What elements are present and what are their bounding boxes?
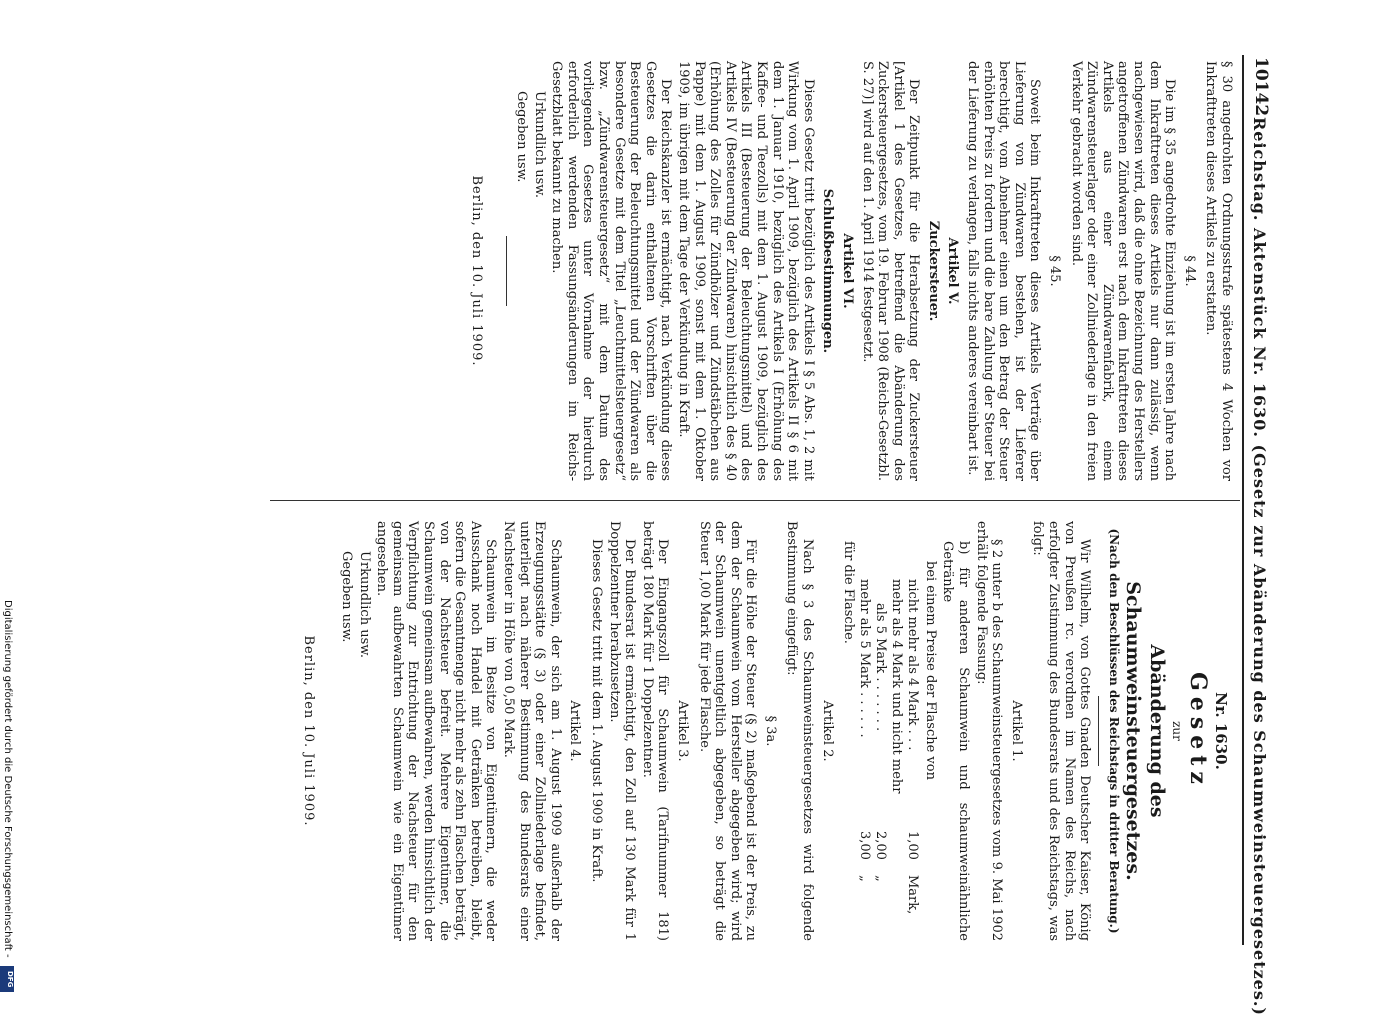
running-title: Reichstag. Aktenstück Nr. 1630. (Gesetz zur Abänderung des Schaumweinsteuergesetzes.) [1250,117,1269,1016]
tax-row [872,521,888,941]
date-line: Berlin, den 10. Juli 1909. [469,175,485,367]
paragraph: Schaumwein im Besitze von Eigentümern, die weder Ausschank noch Handel mit Getränken betreiben, bleibt, sofern die Gesamtmenge nicht mehr als zehn Flaschen beträgt, von der Nachsteuer befreit. Mehrere Eigentümer, die Schaumwein gemeinsam aufbewahren, werden hinsichtlich der Verpflichtung zur Entrichtung der Nachsteuer für den gemeinsam aufbewahrten Schaumwein wie ein Eigentümer angesehen. [374,521,499,941]
tax-value: 3,00 [857,831,873,860]
paragraph: Der Zeitpunkt für die Herabsetzung der Zuckersteuer [Artikel 1 des Gesetzes, betreffend die Abänderung des Zuckersteuergesetzes, vom 19. Februar 1908 (Reichs-Gesetzbl. S. 27)] wird auf den 1. April 1914 festgesetzt. [859,61,922,481]
paragraph: Soweit beim Inkrafttreten dieses Artikels Verträge über Lieferung von Zündwaren bestehen, ist der Lieferer berechtigt, vom Abnehmer einen um den Betrag der Steuer erhöhten Preis zu fordern und die bare Zahlung der Steuer bei der Lieferung zu verlangen, falls nichts anderes vereinbart ist. [965,61,1043,481]
dfg-logo: DFG [0,966,14,992]
paragraph: Nach § 3 des Schaumweinsteuergesetzes wird folgende Bestimmung eingefügt: [784,521,816,941]
law-title: Abänderung des Schaumweinsteuergesetzes. [1121,581,1168,881]
credit-text: Digitalisierung gefördert durch die Deutsche Forschungsgemeinschaft - [2,600,13,958]
paragraph: § 2 unter b des Schaumweinsteuergesetzes vom 9. Mai 1902 erhält folgende Fassung: [973,521,1005,941]
signature-line: Urkundlich usw. [531,91,547,198]
paragraph: Der Bundesrat ist ermächtigt, den Zoll auf 130 Mark für 1 Doppelzentner herabzusetzen. [606,521,638,941]
short-rule [1098,696,1099,766]
paragraph: Für die Höhe der Steuer (§ 2) maßgebend ist der Preis, zu dem der Schaumwein vom Hersteller abgegeben wird; wird der Schaumwein unentgeltlich abgegeben, so beträgt die Steuer 1,00 Mark für jede Flasche. [696,521,759,941]
signature-line: Urkundlich usw. [356,551,372,658]
paragraph: § 30 angedrohten Ordnungsstrafe spätestens 4 Wochen vor Inkrafttreten dieses Artikels zu erstatten. [1203,61,1234,481]
paragraph: Dieses Gesetz tritt bezüglich des Artikels I § 5 Abs. 1, 2 mit Wirkung vom 1. April 1909, bezüglich des Artikels II § 6 mit dem 1. Januar 1910, bezüglich des Artikels I (Erhöhung des Kaffee- und Teezolls) mit dem 1. August 1909, bezüglich des Artikels III (Besteuerung der Beleuchtungsmittel) und des Artikels IV (Besteuerung der Zündwaren) hinsichtlich des § 40 (Erhöhung des Zolles für Zündhölzer und Zündstäbchen aus Pappe) mit dem 1. August 1909, sonst mit dem 1. Oktober 1909, im übrigen mit dem Tage der Verkündung in Kraft. [676,61,816,481]
paragraph: b) für anderen Schaumwein und schaumweinähnliche Getränke [940,541,972,941]
paragraph: bei einem Preise der Flasche von [922,561,938,780]
tax-value: 1,00 [905,831,921,860]
tax-value: 2,00 [873,831,889,860]
right-column [301,521,1234,941]
short-rule [506,236,507,306]
reading-note: (Nach den Beschlüssen des Reichstags in dritter Beratung.) [1106,528,1121,934]
date-line: Berlin, den 10. Juli 1909. [301,635,317,827]
article-heading: Artikel 4. [567,700,583,762]
tax-unit: Mark, [905,875,921,915]
article-heading: Artikel 2. [819,700,835,762]
tax-unit: „ [857,875,873,882]
article-heading: Artikel V. [945,237,961,305]
tax-table [856,521,920,941]
tax-row [904,521,920,941]
running-head [1242,55,1271,1016]
tax-row [856,521,872,941]
paragraph: Die im § 35 angedrohte Einziehung ist im ersten Jahre nach dem Inkrafttreten dieses Artikels nur dann zulässig, wenn nachgewiesen wird, daß die ohne Bezeichnung des Herstellers angetroffenen Zündwaren erst nach dem Inkrafttreten dieses Artikels aus einer Zündwarenfabrik, einem Zündwarensteuerlager oder einer Zollniederlage in den freien Verkehr gebracht worden sind. [1068,61,1178,481]
digitization-credit [0,600,14,1000]
law-number: Nr. 1630. [1212,692,1230,770]
preamble: Wir Wilhelm, von Gottes Gnaden Deutscher Kaiser, König von Preußen rc. verordnen im Namen des Reichs, nach erfolgter Zustimmung des Bundesrats und des Reichstags, was folgt: [1030,521,1093,941]
law-heading: Gesetz [1185,672,1212,790]
rotated-document-page [260,55,1271,1016]
paragraph: Schaumwein, der sich am 1. August 1909 außerhalb der Erzeugungsstätte (§ 3) oder einer Zollniederlage befindet, unterliegt nach näherer Bestimmung des Bundesrats einer Nachsteuer in Höhe von 0,50 Mark. [501,521,563,941]
tax-label: mehr als 5 Mark . . . . . . [857,579,873,738]
column-divider [270,500,1240,501]
signature-line: Gegeben usw. [514,91,530,183]
section-heading: § 3a. [762,715,778,747]
paragraph: Der Eingangszoll für Schaumwein (Tarifnummer 181) beträgt 180 Mark für 1 Doppelzentner. [639,521,671,941]
article-heading: Artikel 1. [1008,700,1024,762]
law-zur: zur [1170,721,1185,741]
section-heading: § 45. [1047,255,1063,287]
paragraph: Dieses Gesetz tritt mit dem 1. August 1909 in Kraft. [588,539,604,883]
left-column [469,61,1234,481]
tax-unit: „ [873,875,889,882]
page-number: 10142 [1251,57,1271,117]
paragraph: für die Flasche. [841,541,857,644]
signature-line: Gegeben usw. [339,551,355,643]
article-heading: Artikel VI. [839,233,855,309]
article-subheading: Zuckersteuer. [925,220,941,322]
tax-row [888,521,904,941]
paragraph: Der Reichskanzler ist ermächtigt, nach Verkündung dieses Gesetzes die darin enthaltenen Vorschriften über die Besteuerung der Beleuchtungsmittel und der Zündwaren als besondere Gesetze mit dem Titel „Leuchtmittelsteuergesetz“ bzw. „Zündwarensteuergesetz“ mit dem Datum des vorliegenden Gesetzes unter Vornahme der hierdurch erforderlich werdenden Fassungsänderungen im Reichs-Gesetzblatt bekannt zu machen. [549,61,674,481]
article-heading: Artikel 3. [674,700,690,762]
tax-label: als 5 Mark . . . . . . . [873,603,889,732]
tax-label: mehr als 4 Mark und nicht mehr [889,579,905,794]
section-heading: § 44. [1181,255,1197,287]
article-subheading: Schlußbestimmungen. [820,188,836,354]
tax-label: nicht mehr als 4 Mark . . . [905,579,921,751]
